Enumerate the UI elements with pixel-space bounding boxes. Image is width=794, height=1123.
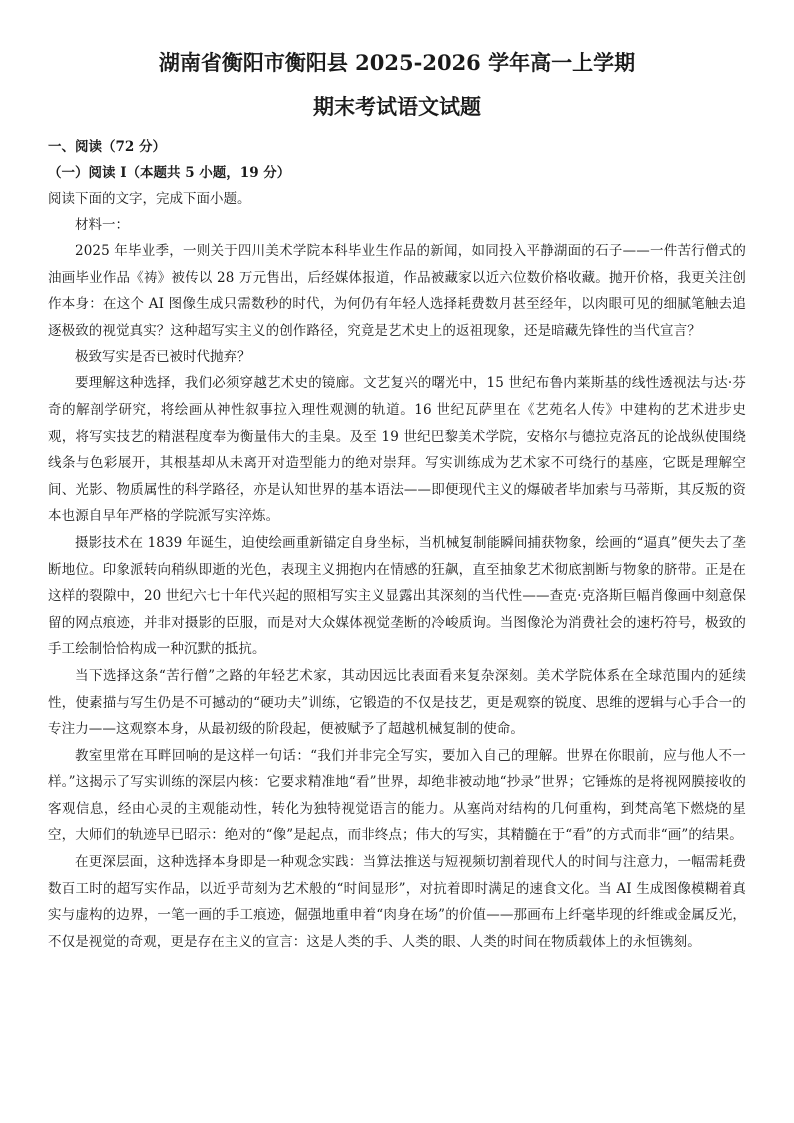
paragraph-6: 在更深层面，这种选择本身即是一种观念实践：当算法推送与短视频切割着现代人的时间与注意力，一幅需耗费数百工时的超写实作品，以近乎苛刻为艺术般的“时间显形”，对抗着即时满足的速食文化。当 AI 生成图像模糊着真实与虚构的边界，一笔一画的手工痕迹，倔强地重申着“肉身在场”的价值——那画布上纤毫毕现的纤维或金属反光，不仅是视觉的奇观，更是存在主义的宣言：这是人类的手、人类的眼、人类的时间在物质载体上的永恒镌刻。 (48, 854, 746, 950)
section-heading: 一、阅读（72 分） (48, 139, 166, 155)
paragraph-4: 当下选择这条“苦行僧”之路的年轻艺术家，其动因远比表面看来复杂深刻。美术学院体系在全球范围内的延续性，使素描与写生仍是不可撼动的“硬功夫”训练，它锻造的不仅是技艺，更是观察的锐度、思维的逻辑与心手合一的专注力——这观察本身，从最初级的阶段起，便被赋予了超越机械复制的使命。 (48, 667, 746, 738)
paragraph-5: 教室里常在耳畔回响的是这样一句话：“我们并非完全写实，要加入自己的理解。世界在你眼前，应与他人不一样。”这揭示了写实训练的深层内核：它要求精准地“看”世界，却绝非被动地“抄录”世界；它锤炼的是将视网膜接收的客观信息，经由心灵的主观能动性，转化为独特视觉语言的能力。从塞尚对结构的几何重构，到梵高笔下燃烧的星空，大师们的轨迹早已昭示：绝对的“像”是起点，而非终点；伟大的写实，其精髓在于“看”的方式而非“画”的结果。 (48, 747, 746, 844)
paragraph-1: 2025 年毕业季，一则关于四川美术学院本科毕业生作品的新闻，如同投入平静湖面的石子——一件苦行僧式的油画毕业作品《祷》被传以 28 万元售出，后经媒体报道，作品被藏家以近六位数价格收藏。抛开价格，我更关注创作本身：在这个 AI 图像生成只需数秒的时代，为何仍有年轻人选择耗费数月甚至经年，以肉眼可见的细腻笔触去追逐极致的视觉真实？这种超写实主义的创作路径，究竟是艺术史上的返祖现象，还是暗藏先锋性的当代宣言？ (48, 243, 746, 339)
instruction-text: 阅读下面的文字，完成下面小题。 (48, 191, 251, 207)
material-label: 材料一： (75, 217, 129, 233)
paragraph-2: 要理解这种选择，我们必须穿越艺术史的镜廊。文艺复兴的曙光中，15 世纪布鲁内莱斯基的线性透视法与达·芬奇的解剖学研究，将绘画从神性叙事拉入理性观测的轨道。16 世纪瓦萨里在《艺苑名人传》中建构的艺术进步史观，将写实技艺的精湛程度奉为衡量伟大的圭臬。及至 19 世纪巴黎美术学院，安格尔与德拉克洛瓦的论战纵使围绕线条与色彩展开，其根基却从未离开对造型能力的绝对崇拜。写实训练成为艺术家不可绕行的基座，它既是理解空间、光影、物质属性的科学路径，亦是认知世界的基本语法——即便现代主义的爆破者毕加索与马蒂斯，其反叛的资本也源自早年严格的学院派写实淬炼。 (48, 375, 746, 525)
paragraph-3: 摄影技术在 1839 年诞生，迫使绘画重新锚定自身坐标，当机械复制能瞬间捕获物象，绘画的“逼真”便失去了垄断地位。印象派转向稍纵即逝的光色，表现主义拥抱内在情感的狂飙，直至抽象艺术彻底割断与物象的脐带。正是在这样的裂隙中，20 世纪六七十年代兴起的照相写实主义显露出其深刻的当代性——查克·克洛斯巨幅肖像画中刻意保留的网点痕迹，并非对摄影的臣服，而是对大众媒体视觉垄断的冷峻质询。当图像沦为消费社会的速朽符号，极致的手工绘制恰恰构成一种沉默的抵抗。 (48, 534, 746, 658)
document-title: 湖南省衡阳市衡阳县 2025-2026 学年高一上学期 (158, 50, 636, 75)
document-subtitle: 期末考试语文试题 (313, 94, 481, 119)
subsection-heading: （一）阅读 I（本题共 5 小题，19 分） (48, 165, 291, 181)
paragraph-question: 极致写实是否已被时代抛弃？ (75, 349, 251, 366)
